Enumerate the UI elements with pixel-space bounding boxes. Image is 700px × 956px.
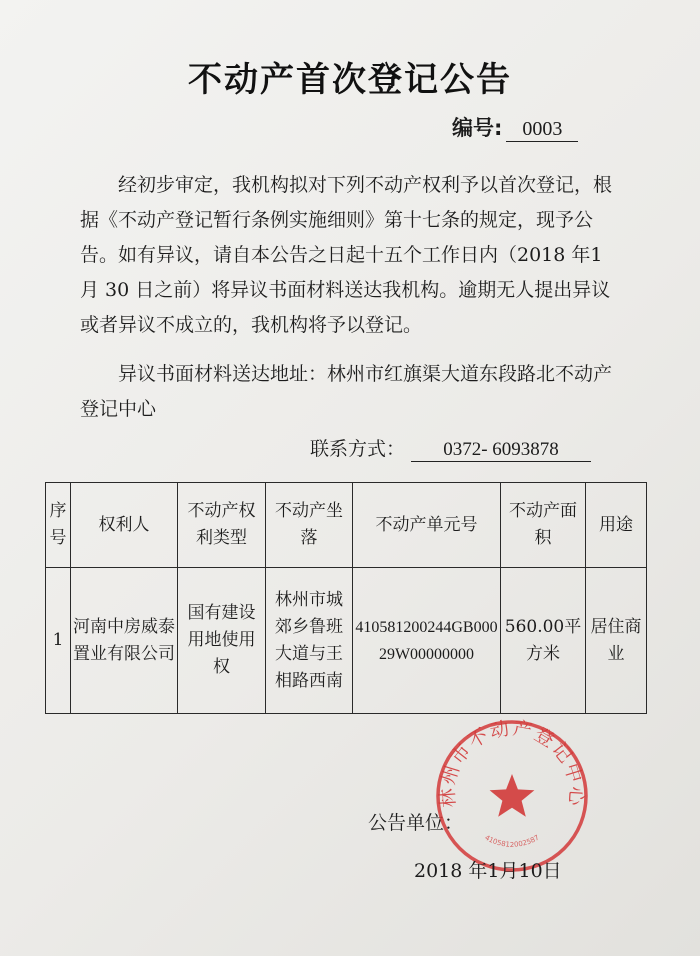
issue-date: 2018 年1月10日 <box>414 860 562 882</box>
header-location: 不动产坐落 <box>266 483 353 568</box>
cell-index: 1 <box>46 568 71 714</box>
svg-text:4105812002587 <box>483 834 540 849</box>
notice-number <box>452 112 578 142</box>
header-unit-number: 不动产单元号 <box>353 483 501 568</box>
header-index: 序号 <box>46 483 71 568</box>
cell-usage: 居住商业 <box>586 568 647 714</box>
official-seal-icon <box>432 716 592 876</box>
notice-number-value: 0003 <box>506 118 578 142</box>
issuer-label: 公告单位： <box>368 812 464 834</box>
cell-location: 林州市城郊乡鲁班大道与王相路西南 <box>266 568 353 714</box>
contact-line <box>310 434 591 462</box>
header-owner: 权利人 <box>71 483 178 568</box>
page-title: 不动产首次登记公告 <box>188 60 512 100</box>
cell-area: 560.00平方米 <box>501 568 586 714</box>
cell-owner: 河南中房威泰置业有限公司 <box>71 568 178 714</box>
header-usage: 用途 <box>586 483 647 568</box>
notice-number-label: 编号: <box>452 116 503 140</box>
table-row <box>46 568 647 714</box>
notice-paragraph-address: 异议书面材料送达地址：林州市红旗渠大道东段路北不动产登记中心 <box>80 363 613 420</box>
contact-label: 联系方式： <box>310 438 406 460</box>
notice-paragraph-main: 经初步审定，我机构拟对下列不动产权利予以首次登记，根据《不动产登记暂行条例实施细则》第十七条的规定，现予公告。如有异议，请自本公告之日起十五个工作日内（2018 年1 月 30 日之前）将异议书面材料送达我机构。逾期无人提出异议或者异议不成立的，我机构将予以登记。 <box>80 174 613 336</box>
header-right-type: 不动产权利类型 <box>178 483 266 568</box>
seal-text: 林州市不动产登记中心 <box>436 717 588 809</box>
seal-code: 4105812002587 <box>483 833 541 849</box>
cell-right-type: 国有建设用地使用权 <box>178 568 266 714</box>
header-area: 不动产面积 <box>501 483 586 568</box>
seal-star-icon <box>490 774 535 817</box>
cell-unit-number: 410581200244GB00029W00000000 <box>353 568 501 714</box>
contact-phone: 0372- 6093878 <box>411 439 591 462</box>
table-header-row <box>46 483 647 568</box>
registration-table <box>45 482 647 714</box>
